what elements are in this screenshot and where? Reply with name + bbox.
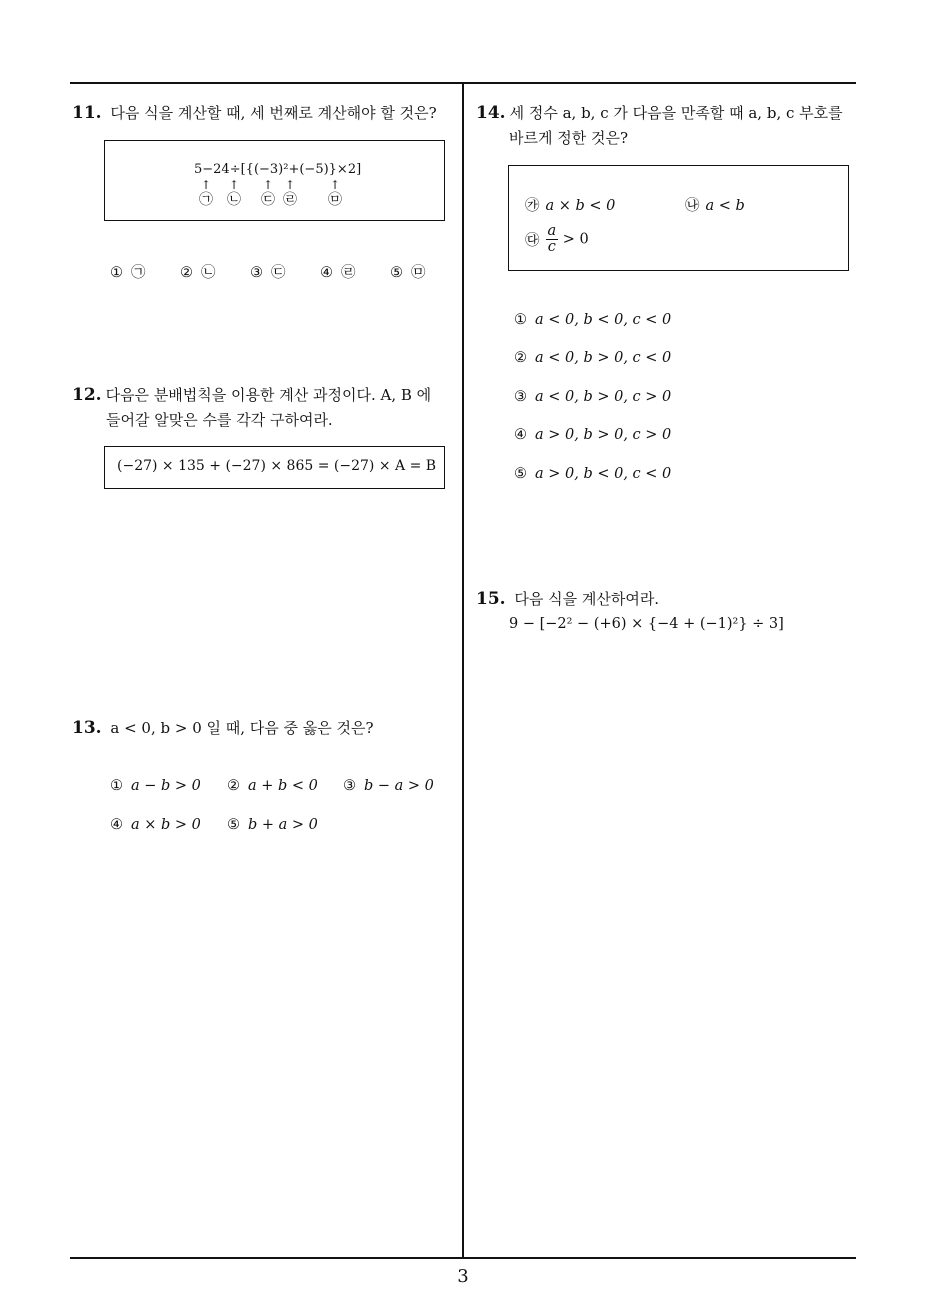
- arrow-marker-5: ↑: [330, 178, 341, 192]
- question-14-stem: [476, 101, 866, 151]
- question-15-stem: [476, 587, 659, 612]
- question-12-line-1: [72, 383, 457, 408]
- option-text: a × b > 0: [131, 817, 201, 833]
- fraction-a-over-c: [546, 224, 559, 255]
- condition-na-text: a < b: [705, 198, 745, 214]
- option-number: ①: [110, 265, 123, 281]
- question-12-expression-box: [104, 446, 445, 489]
- option-number: ⑤: [390, 265, 403, 281]
- question-14-line-1: [476, 101, 866, 126]
- option-text: a − b > 0: [131, 778, 201, 794]
- question-15-number: 15.: [476, 589, 506, 609]
- question-11-option-3[interactable]: [250, 261, 286, 282]
- condition-da-label: ㉰: [525, 233, 540, 249]
- option-text: a > 0, b > 0, c > 0: [535, 427, 672, 443]
- option-text: ㉣: [341, 265, 356, 281]
- condition-da: [525, 224, 589, 255]
- question-11-option-5[interactable]: [390, 261, 426, 282]
- option-number: ②: [227, 778, 240, 794]
- marker-mieum: ㉤: [328, 192, 342, 208]
- option-text: a < 0, b < 0, c < 0: [535, 312, 672, 328]
- option-text: ㉢: [271, 265, 286, 281]
- marker-rieul: ㉣: [283, 192, 297, 208]
- question-14-option-3[interactable]: [514, 389, 671, 405]
- question-13-option-5[interactable]: [227, 817, 318, 833]
- question-11-option-2[interactable]: [180, 261, 216, 282]
- question-15-text: 다음 식을 계산하여라.: [514, 590, 660, 608]
- question-14-number: 14.: [476, 103, 506, 123]
- option-number: ③: [250, 265, 263, 281]
- question-13-number: 13.: [72, 718, 102, 738]
- option-number: ④: [514, 427, 527, 443]
- question-12-text: 다음은 분배법칙을 이용한 계산 과정이다. A, B 에: [105, 386, 432, 404]
- question-14-option-1[interactable]: [514, 312, 671, 328]
- page-number: 3: [457, 1266, 469, 1287]
- option-number: ②: [180, 265, 193, 281]
- condition-ga-label: ㉮: [525, 198, 540, 214]
- option-text: ㉠: [131, 265, 146, 281]
- question-12-line-2: 들어갈 알맞은 수를 각각 구하여라.: [106, 411, 333, 429]
- question-13-option-2[interactable]: [227, 778, 318, 794]
- question-11-option-4[interactable]: [320, 261, 356, 282]
- option-number: ③: [514, 389, 527, 405]
- question-13-option-4[interactable]: [110, 817, 201, 833]
- question-11-stem: [72, 101, 437, 126]
- arrow-marker-2: ↑: [229, 178, 240, 192]
- question-11-expression-box: [104, 140, 445, 221]
- question-13-stem: [72, 716, 374, 741]
- question-12-stem: [72, 383, 457, 433]
- question-12-number: 12.: [72, 385, 102, 405]
- marker-giyeok: ㉠: [199, 192, 213, 208]
- option-number: ③: [343, 778, 356, 794]
- option-text: b + a > 0: [248, 817, 318, 833]
- question-14-option-5[interactable]: [514, 466, 671, 482]
- question-12-expression: (−27) × 135 + (−27) × 865 = (−27) × A = B: [117, 458, 437, 474]
- option-text: a < 0, b > 0, c < 0: [535, 350, 672, 366]
- option-text: ㉡: [201, 265, 216, 281]
- option-text: a < 0, b > 0, c > 0: [535, 389, 672, 405]
- question-11-text: 다음 식을 계산할 때, 세 번째로 계산해야 할 것은?: [110, 104, 437, 122]
- question-11-option-1[interactable]: [110, 261, 146, 282]
- condition-da-rest: > 0: [562, 231, 589, 248]
- option-text: ㉤: [411, 265, 426, 281]
- arrow-marker-4: ↑: [285, 178, 296, 192]
- option-number: ②: [514, 350, 527, 366]
- marker-nieun: ㉡: [227, 192, 241, 208]
- question-14-text: 세 정수 a, b, c 가 다음을 만족할 때 a, b, c 부호를: [509, 104, 843, 122]
- bottom-rule: [70, 1257, 856, 1259]
- option-text: b − a > 0: [364, 778, 434, 794]
- option-text: a + b < 0: [248, 778, 318, 794]
- question-14-line-2: 바르게 정한 것은?: [509, 129, 629, 147]
- condition-ga: [525, 194, 615, 215]
- question-13-text: a < 0, b > 0 일 때, 다음 중 옳은 것은?: [110, 719, 374, 737]
- question-13-option-3[interactable]: [343, 778, 434, 794]
- condition-na-label: ㉯: [685, 198, 700, 214]
- column-divider: [462, 82, 464, 1258]
- fraction-numerator: a: [547, 223, 557, 239]
- fraction-denominator: c: [547, 239, 556, 255]
- option-text: a > 0, b < 0, c < 0: [535, 466, 672, 482]
- arrow-marker-1: ↑: [201, 178, 212, 192]
- question-15-expression: 9 − [−2² − (+6) × {−4 + (−1)²} ÷ 3]: [509, 616, 784, 632]
- question-11-expression: 5−24÷[{(−3)²+(−5)}×2]: [194, 162, 362, 177]
- question-14-option-4[interactable]: [514, 427, 671, 443]
- question-13-option-1[interactable]: [110, 778, 201, 794]
- option-number: ⑤: [514, 466, 527, 482]
- option-number: ①: [514, 312, 527, 328]
- arrow-marker-3: ↑: [263, 178, 274, 192]
- option-number: ④: [320, 265, 333, 281]
- question-14-condition-box: [508, 165, 849, 271]
- question-14-option-2[interactable]: [514, 350, 671, 366]
- option-number: ④: [110, 817, 123, 833]
- option-number: ①: [110, 778, 123, 794]
- condition-ga-text: a × b < 0: [545, 198, 616, 214]
- condition-na: [685, 194, 745, 215]
- option-number: ⑤: [227, 817, 240, 833]
- question-11-number: 11.: [72, 103, 102, 123]
- marker-digeut: ㉢: [261, 192, 275, 208]
